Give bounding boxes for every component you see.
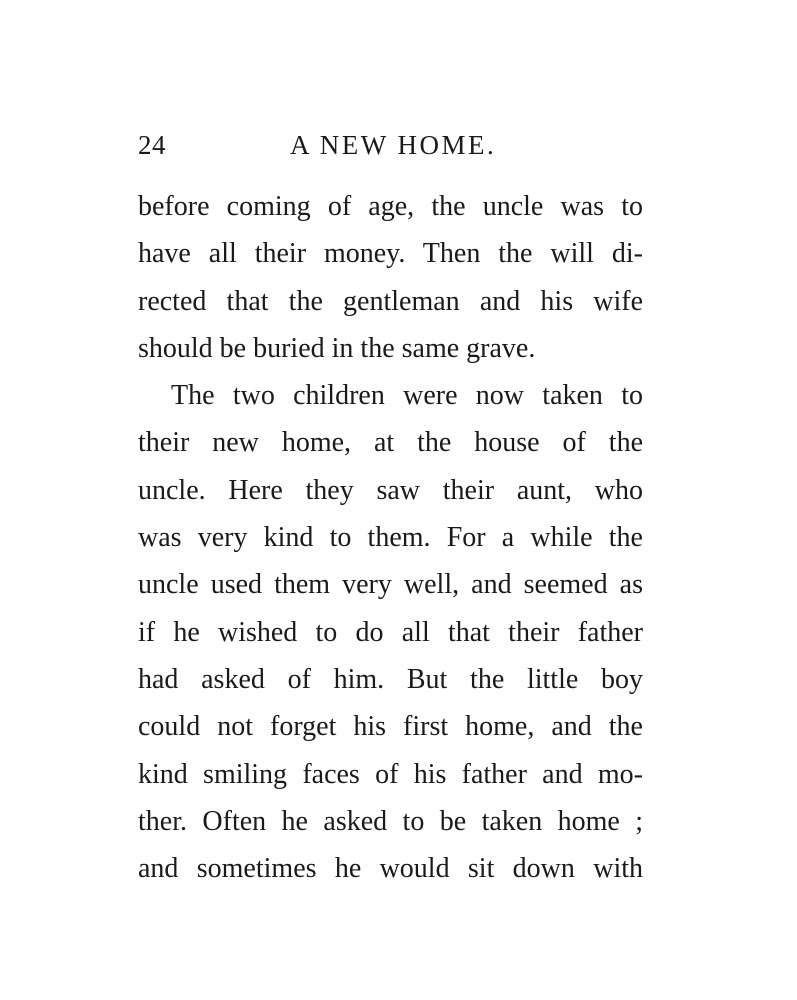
page-number: 24 — [138, 130, 166, 160]
text-line: their new home, at the house of the — [138, 427, 643, 459]
text-line: uncle used them very well, and seemed as — [138, 569, 643, 601]
text-line: uncle. Here they saw their aunt, who — [138, 474, 643, 506]
text-line: before coming of age, the uncle was to — [138, 191, 643, 222]
text-line: was very kind to them. For a while the — [138, 522, 643, 554]
running-head — [138, 130, 643, 166]
body-text — [138, 183, 643, 892]
text-line: could not forget his first home, and the — [138, 711, 643, 743]
text-line: rected that the gentleman and his wife — [138, 285, 643, 317]
text-line: if he wished to do all that their father — [138, 616, 643, 648]
text-line: ther. Often he asked to be taken home ; — [138, 805, 643, 837]
text-line: have all their money. Then the will di- — [138, 238, 643, 270]
text-line: kind smiling faces of his father and mo- — [138, 758, 643, 790]
text-line: should be buried in the same grave. — [138, 332, 536, 364]
paragraph-first-line: The two children were now taken to — [171, 380, 643, 412]
running-title: A NEW HOME. — [290, 130, 497, 160]
text-line: had asked of him. But the little boy — [138, 663, 643, 695]
text-line: and sometimes he would sit down with — [138, 853, 643, 885]
